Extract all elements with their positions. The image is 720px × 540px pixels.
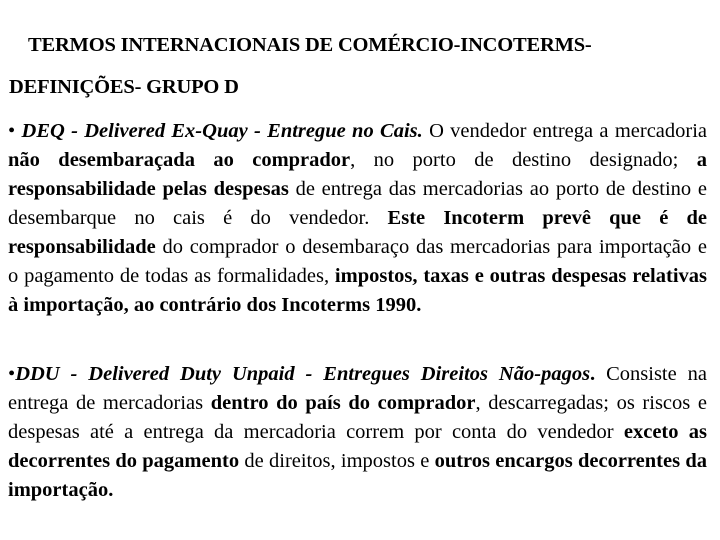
ddu-bold-1: dentro do país do comprador: [210, 392, 476, 414]
ddu-term-end: .: [590, 363, 596, 385]
bullet-deq: •: [8, 120, 16, 142]
ddu-text-2: , descarregadas; os riscos e despesas até a entrega da mercadoria correm por conta do vendedor: [8, 392, 707, 443]
deq-bold-4: impostos, taxas e outras despesas relativas à importação, ao contrário dos Incoterms 1990.: [8, 265, 707, 316]
ddu-text-1: Consiste na entrega de mercadorias: [8, 363, 707, 414]
bullet-ddu: •: [8, 363, 16, 385]
ddu-text-3: de direitos, impostos e: [239, 450, 435, 472]
deq-bold-1: não desembaraçada ao comprador: [8, 149, 351, 171]
deq-term: DEQ - Delivered Ex-Quay - Entregue no Cais.: [21, 120, 423, 142]
deq-text-2: , no porto de destino designado;: [350, 149, 697, 171]
deq-paragraph: [8, 117, 707, 320]
page-subtitle: DEFINIÇÕES- GRUPO D: [9, 76, 239, 98]
ddu-bold-2: exceto as decorrentes do pagamento: [8, 421, 707, 472]
deq-text-1: O vendedor entrega a mercadoria: [422, 120, 708, 142]
ddu-bold-3: outros encargos decorrentes da importação.: [8, 450, 707, 501]
deq-text-4: do comprador o desembaraço das mercadorias para importação e o pagamento de todas as formalidades,: [8, 236, 707, 287]
deq-bold-2: a responsabilidade pelas despesas: [8, 149, 708, 200]
ddu-term: DDU - Delivered Duty Unpaid - Entregues Direitos Não-pagos: [15, 363, 591, 385]
ddu-paragraph: [8, 360, 707, 505]
page-title: TERMOS INTERNACIONAIS DE COMÉRCIO-INCOTERMS-: [28, 34, 592, 56]
deq-bold-3: Este Incoterm prevê que é de responsabilidade: [8, 207, 707, 258]
deq-text-3: de entrega das mercadorias ao porto de destino e desembarque no cais é do vendedor.: [8, 178, 707, 229]
